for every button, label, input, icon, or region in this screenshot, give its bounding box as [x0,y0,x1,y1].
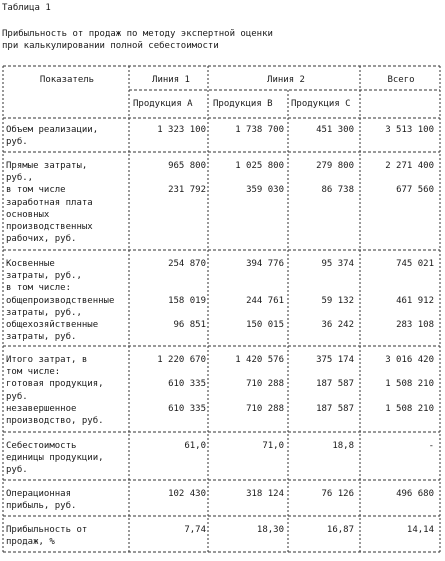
table-cell-value: 7,74 [184,525,206,535]
row-label-line: затраты, руб., [6,307,82,318]
table-cell-value: 279 800 [316,161,354,171]
table-cell-value: 359 030 [246,185,284,196]
row-label-line: общехозяйственные [6,320,99,330]
table-cell-value: 61,0 [184,441,206,451]
table-cell-value: 16,87 [326,525,354,535]
header-product-c: Продукция C [291,99,351,109]
header-product-a: Продукция A [133,99,193,109]
row-label-line: Прибыльность от [6,525,88,535]
row-label-line: Косвенные [6,259,55,269]
table-cell-value: 2 271 400 [385,161,434,171]
table-cell-value: 283 108 [396,320,434,330]
table-cell-value: 394 776 [246,259,284,269]
table-cell-value: 18,8 [332,441,354,451]
row-label-line: производство, руб. [6,416,104,426]
header-line-2: Линия 2 [267,75,305,85]
header-indicator: Показатель [39,75,95,85]
table-cell-value: 1 420 576 [235,355,284,365]
table-cell-value: 461 912 [396,295,434,306]
row-label-line: Себестоимость [6,441,77,451]
table-cell-value: 187 587 [316,403,354,414]
row-label-line: Объем реализации, [6,125,99,135]
row-label-line: заработная плата [6,197,93,208]
table-number-label: Таблица 1 [2,3,51,13]
header-total: Всего [387,75,415,85]
row-label-line: руб. [6,137,28,148]
row-label-line: единицы продукции, [6,453,104,464]
row-label-line: в том числе: [6,283,72,294]
row-label-line: затраты, руб. [6,332,77,343]
table-cell-value: 677 560 [396,185,434,196]
table-cell-value: 244 761 [246,295,284,306]
table-cell-value: 710 288 [246,379,284,390]
table-cell-value: 102 430 [168,489,206,499]
table-cell-value: 3 016 420 [385,355,434,365]
table-cell-value: 150 015 [246,320,284,330]
row-label-line: том числе: [6,367,61,378]
header-product-b: Продукция B [213,99,273,109]
row-label-line: общепроизводственные [6,295,115,306]
table-cell-value: 76 126 [321,489,354,499]
row-label-line: незавершенное [6,403,77,414]
table-cell-value: 36 242 [321,320,354,330]
row-label-line: производственных [6,222,93,232]
table-cell-value: 14,14 [406,525,434,535]
row-label-line: продаж, % [6,537,55,548]
table-title-line-1: Прибыльность от продаж по методу экспертной оценки [2,29,273,39]
table-cell-value: 254 870 [168,259,206,269]
table-title-line-2: при калькулировании полной себестоимости [2,41,219,51]
table-cell-value: 3 513 100 [385,125,434,135]
row-label-line: руб. [6,391,28,402]
table-cell-value: 1 025 800 [235,161,284,171]
table-cell-value: 710 288 [246,403,284,414]
row-label-line: затраты, руб., [6,271,82,282]
table-cell-value: 1 508 210 [385,379,434,390]
header-line-1: Линия 1 [152,75,190,85]
table-cell-value: 59 132 [321,295,354,306]
table-cell-value: 18,30 [256,525,284,535]
row-label-line: прибыль, руб. [6,501,77,512]
row-label-line: рабочих, руб. [6,234,77,245]
table-cell-value: 1 738 700 [235,125,284,135]
table-cell-value: 610 335 [168,379,206,390]
table-cell-value: - [428,441,434,451]
table-cell-value: 231 792 [168,185,206,196]
table-cell-value: 71,0 [262,441,284,451]
table-cell-value: 965 800 [168,161,206,171]
table-cell-value: 610 335 [168,403,206,414]
row-label-line: готовая продукция, [6,379,104,390]
table-cell-value: 745 021 [396,259,434,269]
table-cell-value: 95 374 [321,259,354,269]
table-cell-value: 318 124 [246,489,284,499]
table-cell-value: 86 738 [321,185,354,196]
table-cell-value: 158 019 [168,295,206,306]
table-cell-value: 187 587 [316,379,354,390]
table-cell-value: 1 220 670 [157,355,206,365]
row-label-line: Операционная [6,489,72,499]
table-cell-value: 96 851 [173,320,206,330]
row-label-line: руб. [6,465,28,476]
row-label-line: в том числе [6,185,66,196]
table-cell-value: 375 174 [316,355,354,365]
row-label-line: Прямые затраты, [6,161,88,171]
row-label-line: руб., [6,173,34,184]
table-cell-value: 496 680 [396,489,434,499]
table-cell-value: 451 300 [316,125,354,135]
table-cell-value: 1 323 100 [157,125,206,135]
row-label-line: Итого затрат, в [6,355,88,365]
row-label-line: основных [6,209,50,220]
table-cell-value: 1 508 210 [385,403,434,414]
